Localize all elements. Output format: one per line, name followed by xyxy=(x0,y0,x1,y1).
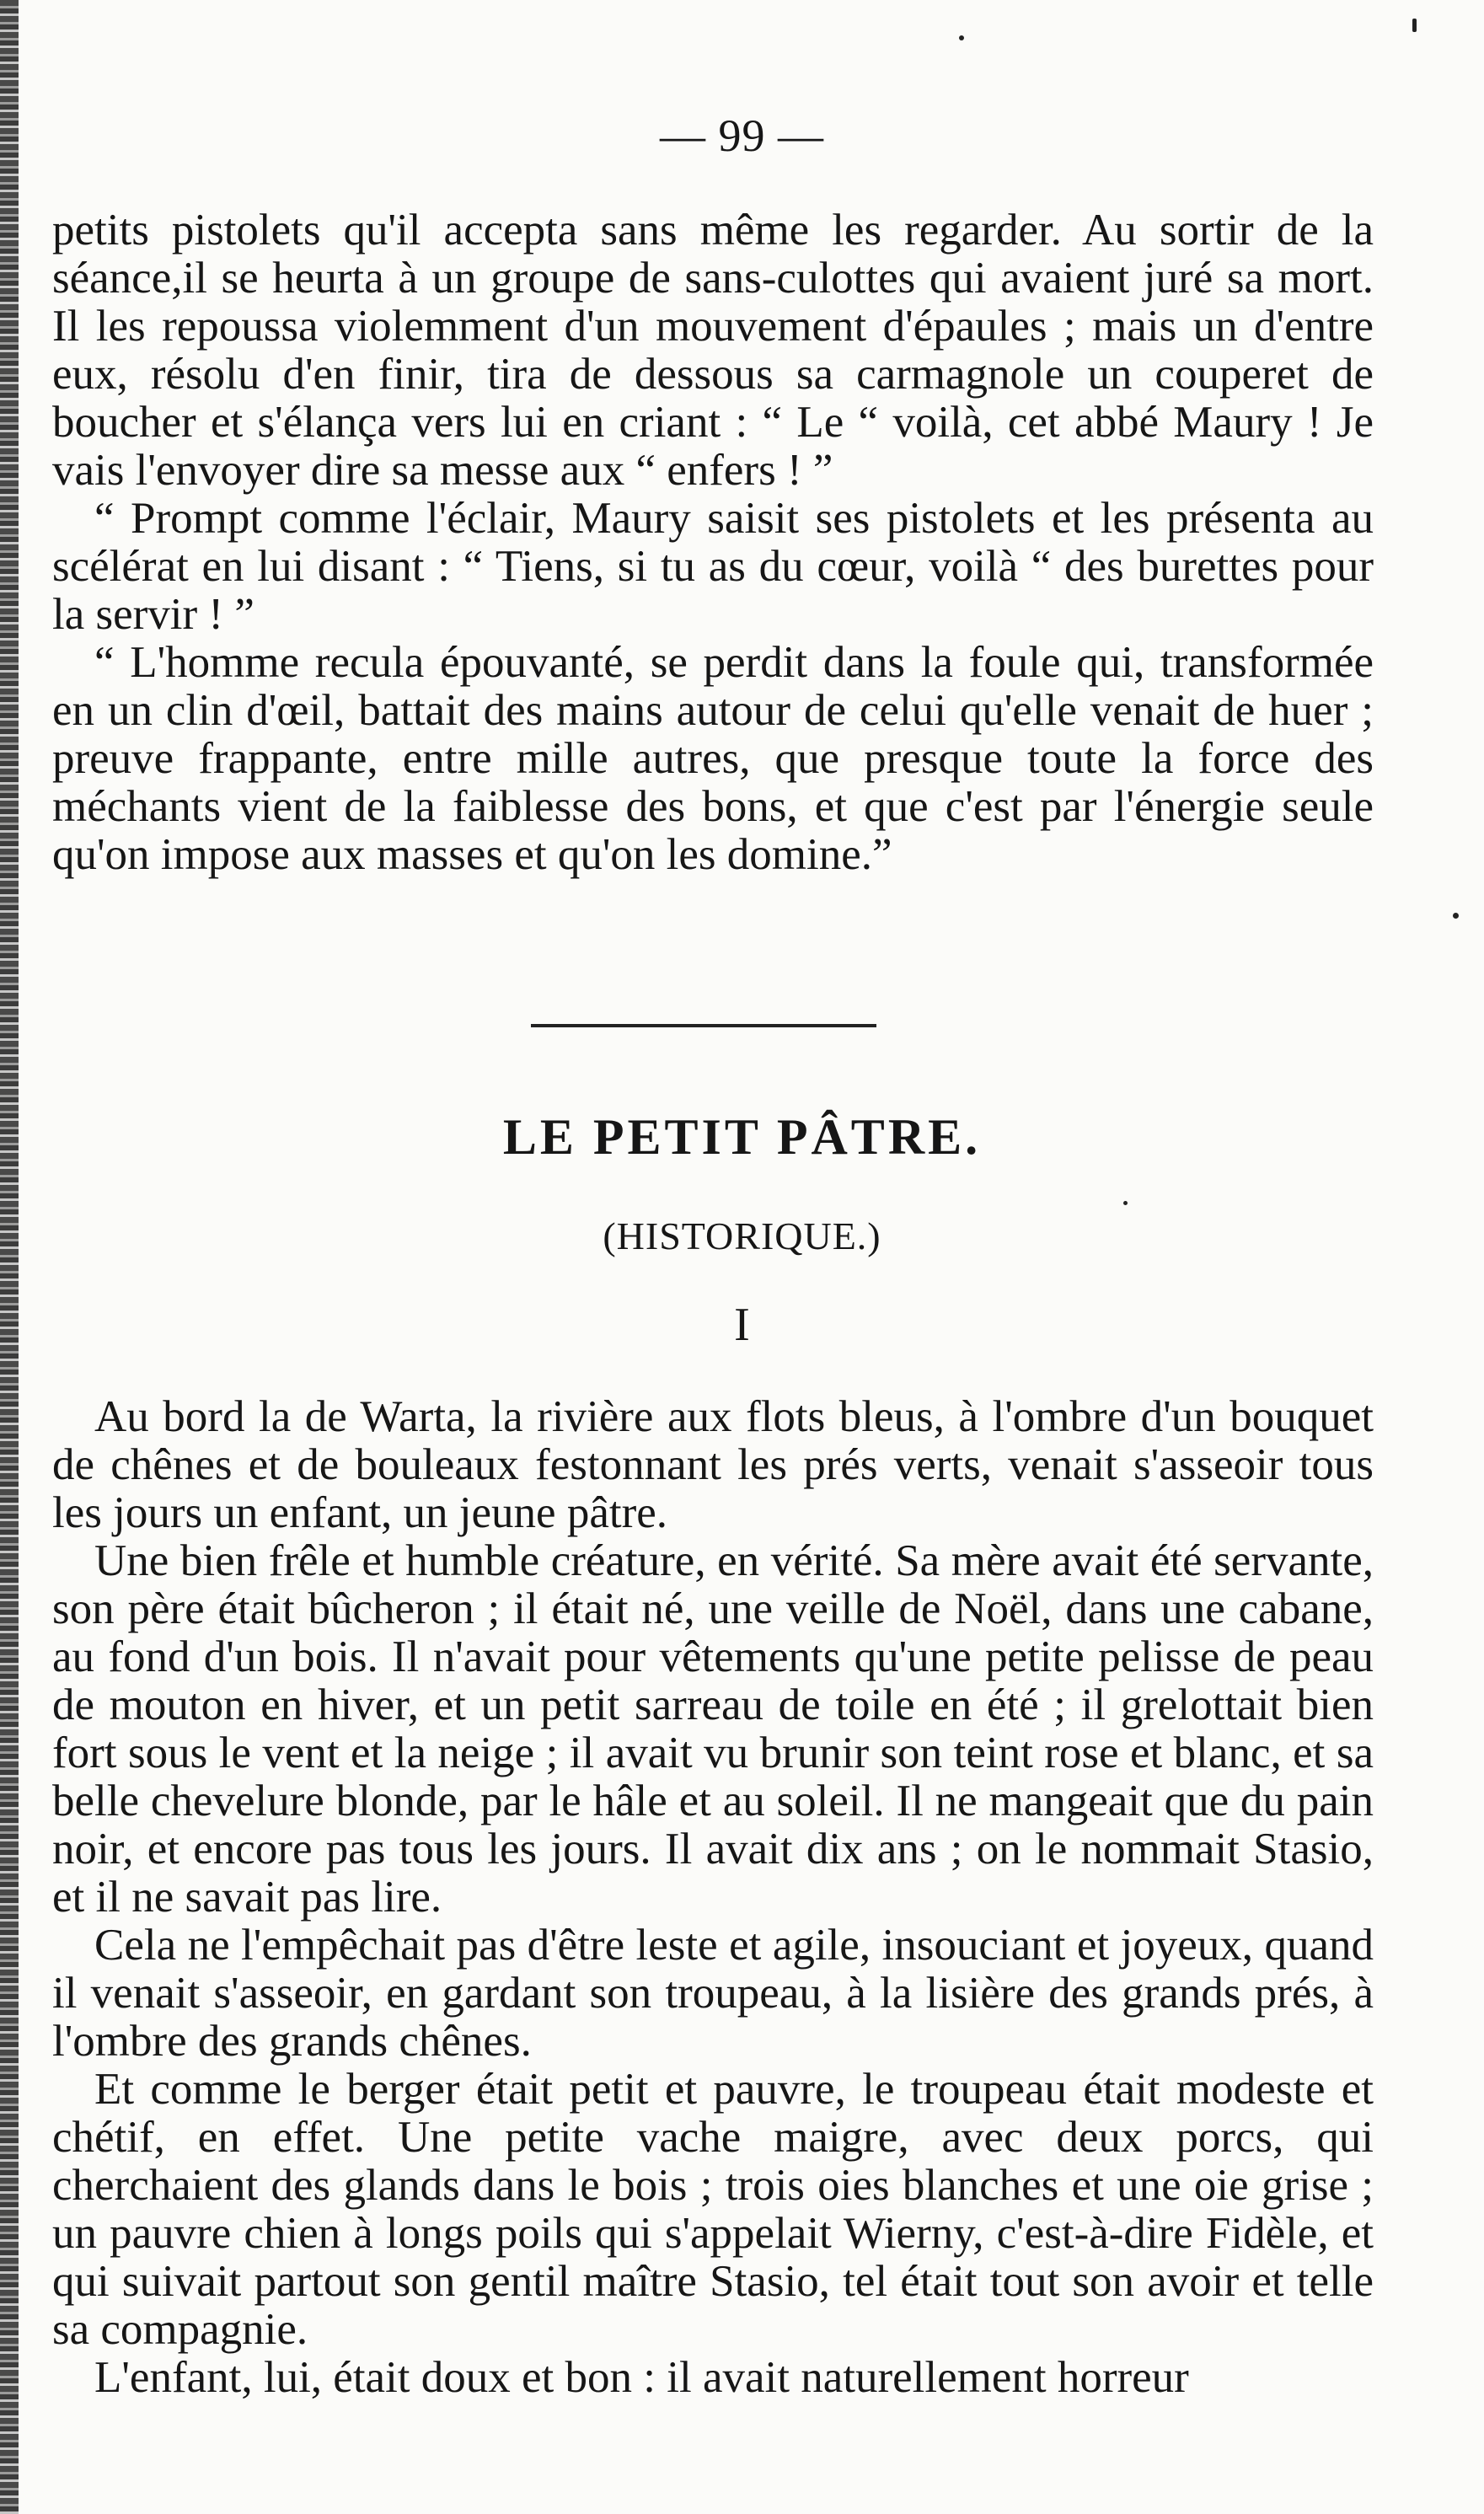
ink-speck xyxy=(1123,1201,1128,1205)
paragraph: “ Prompt comme l'éclair, Maury saisit ses pistolets et les présenta au scélérat en lui disant : “ Tiens, si tu as du cœur, voilà “ des burettes pour la servir ! ” xyxy=(52,494,1374,639)
ink-speck xyxy=(959,35,964,40)
paragraph: L'enfant, lui, était doux et bon : il avait naturellement horreur xyxy=(94,2353,1189,2402)
ink-speck xyxy=(1453,913,1459,919)
ink-speck xyxy=(1412,19,1417,32)
section-divider xyxy=(531,1024,876,1027)
continued-text xyxy=(52,206,1374,879)
story-body xyxy=(52,1393,1374,2402)
paragraph: Au bord la de Warta, la rivière aux flots bleus, à l'ombre d'un bouquet de chênes et de bouleaux festonnant les prés verts, venait s'asseoir tous les jours un enfant, un jeune pâtre. xyxy=(52,1392,1374,1537)
chapter-number: I xyxy=(734,1299,750,1351)
story-subtitle: (HISTORIQUE.) xyxy=(603,1214,881,1257)
paragraph: petits pistolets qu'il accepta sans même les regarder. Au sortir de la séance,il se heurta à un groupe de sans-culottes qui avaient juré sa mort. Il les repoussa violemment d'un mouvement d'épaules ; mais un d'entre eux, résolu d'en finir, tira de dessous sa carmagnole un couperet de boucher et s'élança vers lui en criant : “ Le “ voilà, cet abbé Maury ! Je vais l'envoyer dire sa messe aux “ enfers ! ” xyxy=(52,206,1374,495)
story-title: LE PETIT PÂTRE. xyxy=(502,1109,982,1165)
paragraph: Une bien frêle et humble créature, en vérité. Sa mère avait été servante, son père était bûcheron ; il était né, une veille de Noël, dans une cabane, au fond d'un bois. Il n'avait pour vêtements qu'une petite pelisse de peau de mouton en hiver, et un petit sarreau de toile en été ; il grelottait bien fort sous le vent et la neige ; il avait vu brunir son teint rose et blanc, et sa belle chevelure blonde, par le hâle et au soleil. Il ne mangeait que du pain noir, et encore pas tous les jours. Il avait dix ans ; on le nommait Stasio, et il ne savait pas lire. xyxy=(52,1536,1374,1922)
paragraph: “ L'homme recula épouvanté, se perdit dans la foule qui, transformée en un clin d'œil, battait des mains autour de celui qu'elle venait de huer ; preuve frappante, entre mille autres, que presque toute la force des méchants vient de la faiblesse des bons, et que c'est par l'énergie seule qu'on impose aux masses et qu'on les domine.” xyxy=(52,638,1374,879)
paragraph: Cela ne l'empêchait pas d'être leste et agile, insouciant et joyeux, quand il venait s'asseoir, en gardant son troupeau, à la lisière des grands prés, à l'ombre des grands chênes. xyxy=(52,1921,1374,2066)
page-number: — 99 — xyxy=(660,110,824,161)
paragraph: Et comme le berger était petit et pauvre, le troupeau était modeste et chétif, en effet. Une petite vache maigre, avec deux porcs, qui cherchaient des glands dans le bois ; trois oies blanches et une oie grise ; un pauvre chien à longs poils qui s'appelait Wierny, c'est-à-dire Fidèle, et qui suivait partout son gentil maître Stasio, tel était tout son avoir et telle sa compagnie. xyxy=(52,2065,1374,2354)
